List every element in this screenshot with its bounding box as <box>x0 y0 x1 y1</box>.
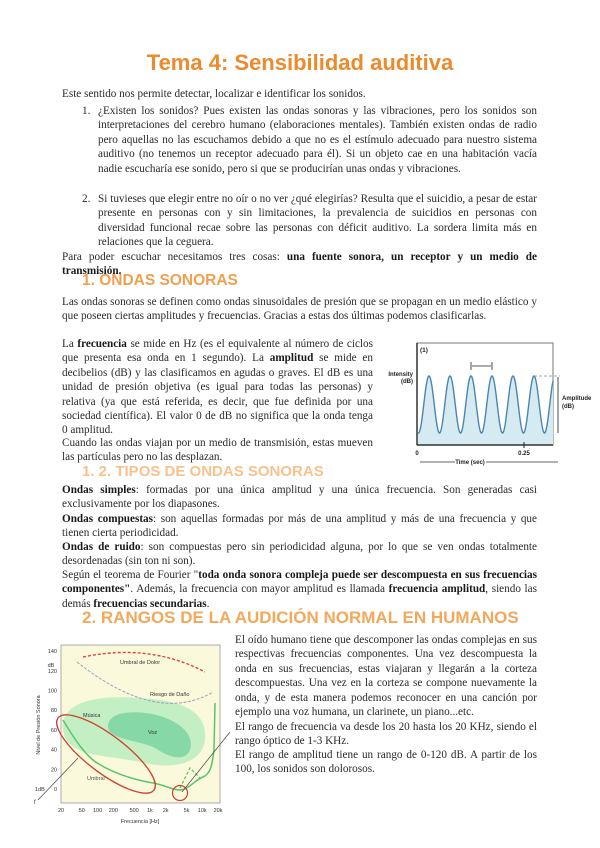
x-tick-label: 20k <box>213 808 223 814</box>
x-tick-label: 1k <box>147 808 153 814</box>
intro-text: Este sentido nos permite detectar, localizar e identificar los sonidos. <box>62 88 366 100</box>
heading-ondas-sonoras: 1. ONDAS SONORAS <box>82 272 238 289</box>
x-tick-label: 50 <box>78 808 85 814</box>
bold-text: frecuencias secundarias <box>93 597 207 610</box>
damage-risk-label: Riesgo de Daño <box>150 692 190 698</box>
list-number: 1. <box>82 105 91 117</box>
pain-threshold-label: Umbral de Dolor <box>120 660 161 666</box>
y-tick-label: 0 <box>53 787 57 793</box>
paragraph-ondas: Las ondas sonoras se definen como ondas sinusoidales de presión que se propagan en un medio elástico y que poseen ciertas amplitudes y frecuencias. Gracias a estas dos últimas podemos clasificarlas. <box>62 296 537 323</box>
voice-label: Voz <box>148 730 158 736</box>
text: : son compuestas pero sin periodicidad alguna, por lo que se ven ondas totalmente desordenadas (sin ton ni son). <box>62 541 537 568</box>
list-number: 2. <box>82 193 91 205</box>
x-tick-label: 200 <box>108 808 118 814</box>
paragraph-rango-frecuencia: El rango de frecuencia va desde los 20 hasta los 20 KHz, siendo el rango óptico de 1-3 KHz. <box>235 721 537 748</box>
amplitude-label: Amplitude <box>562 396 592 402</box>
y-tick-label: 40 <box>50 747 57 754</box>
x-axis-label: Frecuencia [Hz] <box>120 819 160 825</box>
list-text: Si tuvieses que elegir entre no oír o no ver ¿qué elegirías? Resulta que el suicidio, a pesar de estar presente en personas con y sin limitaciones, la prevalencia de suicidios en personas con diversidad funcional recae sobre las personas con déficit auditivo. La sordera limita más en relaciones que la ceguera. <box>98 193 537 249</box>
x-tick-label: 5k <box>183 808 190 814</box>
list-item <box>62 104 537 176</box>
text: : son aquellas formadas por más de una amplitud y más de una frecuencia y que tienen cierta periodicidad. <box>62 513 537 540</box>
paragraph-ondas-ruido <box>62 540 537 569</box>
x-tick-label: 2k <box>162 808 169 814</box>
list-text: ¿Existen los sonidos? Pues existen las ondas sonoras y las vibraciones, pero los sonidos son interpretaciones del cerebro humano (elaboraciones mentales). También existen ondas de radio pero aquellas no las escuchamos debido a que no es el estímulo adecuado para nuestro sistema auditivo (no tenemos un receptor adecuado para él). Si un objeto cae en una habitación vacía nadie escucharía ese sonido, pero si que se producirían unas ondas y vibraciones. <box>98 105 537 175</box>
page-title: Tema 4: Sensibilidad auditiva <box>146 50 454 75</box>
bold-text: Ondas compuestas <box>62 513 154 525</box>
music-label: Música <box>83 713 101 719</box>
x-axis-label: Time (sec) <box>455 460 485 466</box>
paragraph-ondas-simples <box>62 483 537 512</box>
y-tick-label: 140 <box>47 649 57 656</box>
x-tick-label: 10k <box>197 808 207 814</box>
x-tick-label: 20 <box>57 808 65 814</box>
heading-rangos: 2. RANGOS DE LA AUDICIÓN NORMAL EN HUMANOS <box>82 608 519 627</box>
y-unit: dB <box>47 663 55 669</box>
text: se mide en Hz (es el equivalente al número de ciclos que presenta esa onda en 1 segundo). La <box>62 338 373 365</box>
paragraph-ondas-compuestas <box>62 512 537 541</box>
threshold-label: Umbral <box>87 776 105 782</box>
paragraph-fourier <box>62 568 537 611</box>
bold-text: una fuente sonora, un receptor y un medio de transmisión. <box>62 251 537 278</box>
amplitude-unit: (dB) <box>562 404 574 410</box>
panel-label: (1) <box>420 347 428 354</box>
y-tick-label: 120 <box>47 668 57 675</box>
sine-wave-figure <box>380 338 600 470</box>
text: Para poder escuchar necesitamos tres cosas: <box>62 251 287 263</box>
text: . <box>206 597 210 610</box>
text: : formadas por una única amplitud y una única frecuencia. Son generadas casi exclusivamente por los diapasones. <box>62 484 538 511</box>
paragraph-transmision: Cuando las ondas viajan por un medio de transmisión, estas mueven las partículas pero no las desplazan. <box>62 437 373 464</box>
text: . Además, la frecuencia con mayor amplitud es llamada <box>130 583 389 596</box>
bold-text: Ondas simples <box>62 484 136 496</box>
y-label: Intensity <box>388 372 413 378</box>
y-tick-label: 80 <box>50 708 57 715</box>
hearing-range-figure <box>30 640 235 830</box>
y-tick-label: 60 <box>50 727 57 734</box>
y-label-unit: (dB) <box>401 379 413 385</box>
x-tick-label: 0.25 <box>518 451 530 457</box>
text: Según el teorema de Fourier " <box>62 569 199 581</box>
x-tick-label: 100 <box>92 808 103 814</box>
bold-text: frecuencia amplitud <box>388 583 486 596</box>
x-tick-label: 500 <box>129 808 139 814</box>
f-label: f <box>34 800 36 806</box>
text: La <box>62 338 78 350</box>
bold-text: frecuencia <box>77 338 127 350</box>
y-axis-label: Nivel de Presión Sonora <box>36 695 42 755</box>
bold-text: Ondas de ruido <box>62 541 141 553</box>
bold-text: amplitud <box>269 352 314 365</box>
text: se mide en decibelios (dB) y las clasificamos en agudas o graves. El dB es una unidad de presión objetiva (es igual para todas las personas) y relativa (ya que está referida, es decir, que fue definida por una sociedad científica). El valor 0 de dB no significa que la onda tenga 0 amplitud. <box>62 352 373 437</box>
one-db-label: 1dB <box>35 787 45 793</box>
text: , siendo las demás <box>62 583 537 610</box>
list-item <box>62 192 537 250</box>
bold-text: toda onda sonora compleja puede ser descompuesta en sus frecuencias componentes" <box>62 569 537 596</box>
heading-tipos: 1. 2. TIPOS DE ONDAS SONORAS <box>82 463 324 480</box>
x-tick-label: 0 <box>415 451 419 457</box>
paragraph-rango-amplitud: El rango de amplitud tiene un rango de 0-120 dB. A partir de los 100, los sonidos son dolorosos. <box>235 749 537 776</box>
paragraph-frecuencia <box>62 337 373 438</box>
paragraph-oido: El oído humano tiene que descomponer las ondas complejas en sus respectivas frecuencias componentes. Una vez descompuesta la onda en sus frecuencias, estas viajaran y llegarán a la corteza descompuestas. Una vez en la corteza se compone nuevamente la onda, y de esta manera podemos reconocer en una canción por ejemplo una voz humana, un clarinete, un piano...etc. <box>235 634 537 719</box>
y-tick-label: 20 <box>50 767 57 774</box>
x-tick-labels <box>58 808 223 814</box>
y-tick-label: 100 <box>47 688 57 695</box>
y-tick-labels <box>48 649 57 793</box>
